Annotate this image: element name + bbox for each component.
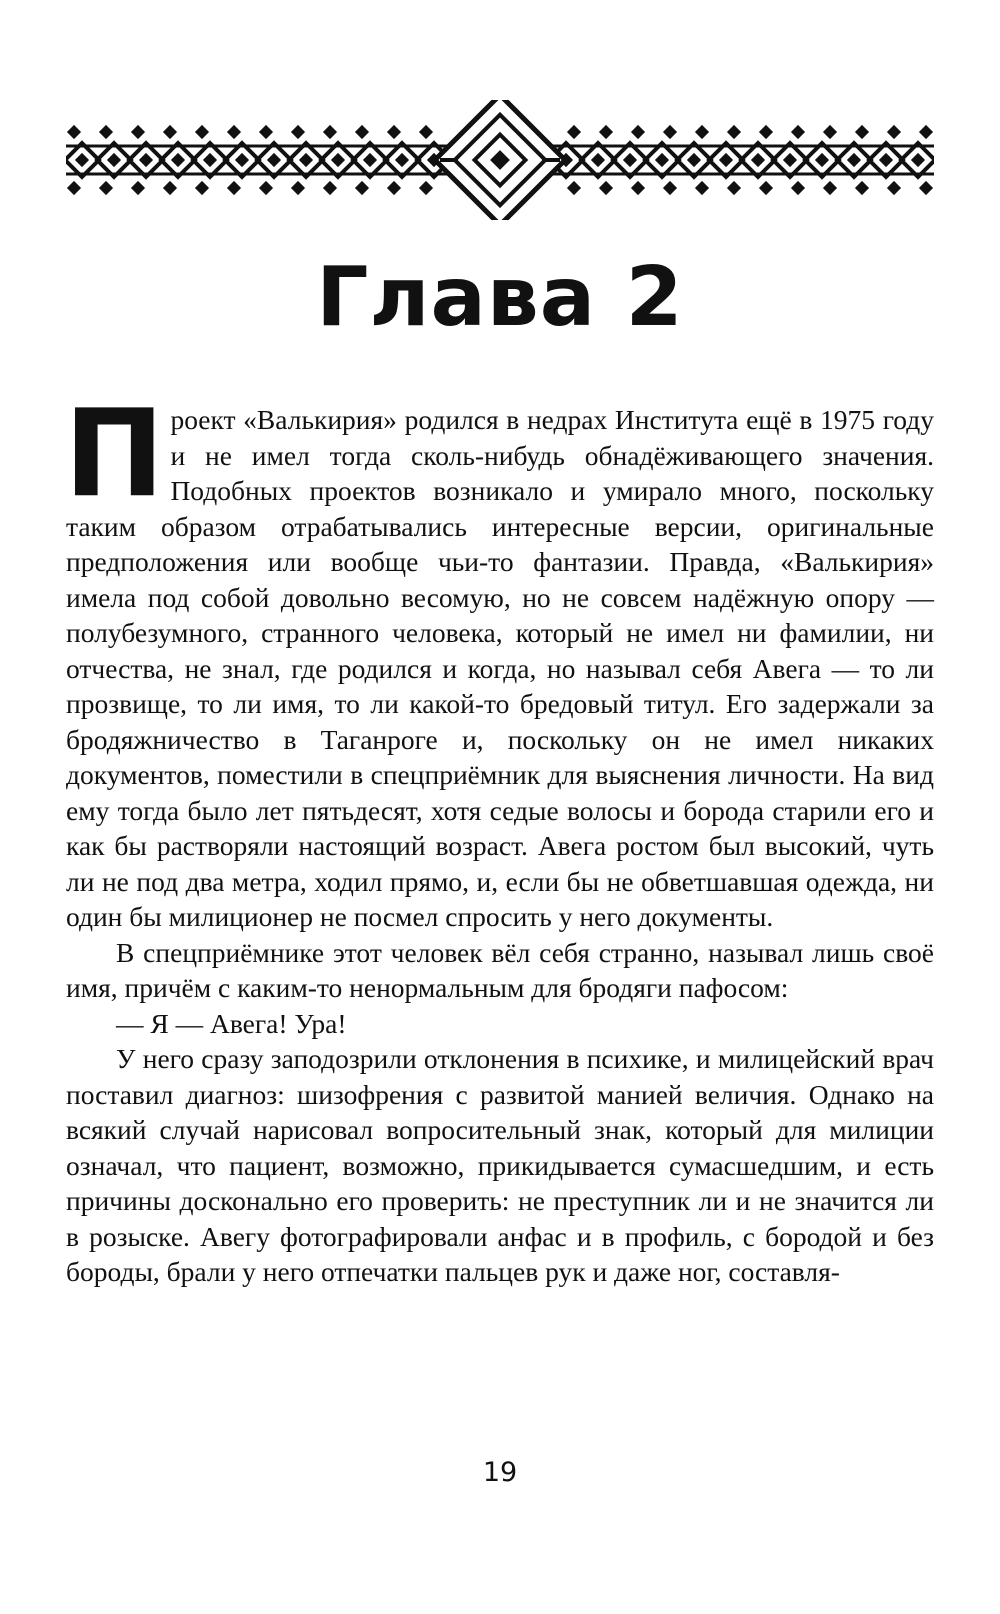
paragraph-4: У него сразу заподозрили отклонения в психике, и милицейский врач поставил диагноз: шизофрения с развитой манией величия. Однако на всякий случай нарисовал вопросительный знак, который для милиции означал, что пациент, возможно, прикидывается сумасшедшим, и есть причины досконально его проверить: не преступник ли и не значится ли в розыске. Авегу фотографировали анфас и в профиль, с бородой и без бороды, брали у него отпечатки пальцев рук и даже ног, составля- — [66, 1043, 934, 1287]
paragraph-1 — [64, 385, 934, 935]
body-text — [64, 385, 934, 1290]
drop-cap: П — [64, 385, 165, 524]
paragraph-3: — Я — Авега! Ура! — [116, 1007, 347, 1039]
paragraph-2: В спецприёмнике этот человек вёл себя странно, называл лишь своё имя, причём с каким-то ненормальным для бродяги пафосом: — [66, 936, 934, 1003]
page-number: 19 — [482, 1457, 518, 1488]
paragraph-1-text: роект «Валькирия» родился в недрах Института ещё в 1975 году и не имел тогда сколь-нибудь обнадёживающего значения. Подобных проектов возникало и умирало много, поскольку таким образом отрабатывались интересные версии, оригинальные предположения или вообще чьи-то фантазии. Правда, «Валькирия» имела под собой довольно весомую, но не совсем надёжную опору — полубезумного, странного человека, который не имел ни фамилии, ни отчества, не знал, где родился и когда, но называл себя Авега — то ли прозвище, то ли имя, то ли какой-то бредовый титул. Его задержали за бродяжничество в Таганроге и, поскольку он не имел никаких документов, поместили в спецприёмник для выяснения личности. На вид ему тогда было лет пятьдесят, хотя седые волосы и борода старили его и как бы растворяли настоящий возраст. Авега ростом был высокий, чуть ли не под два метра, ходил прямо, и, если бы не обветшавшая одежда, ни один бы милиционер не посмел спросить у него документы. — [66, 404, 934, 932]
chapter-title: Глава 2 — [316, 250, 684, 345]
ornament-border — [66, 100, 934, 220]
